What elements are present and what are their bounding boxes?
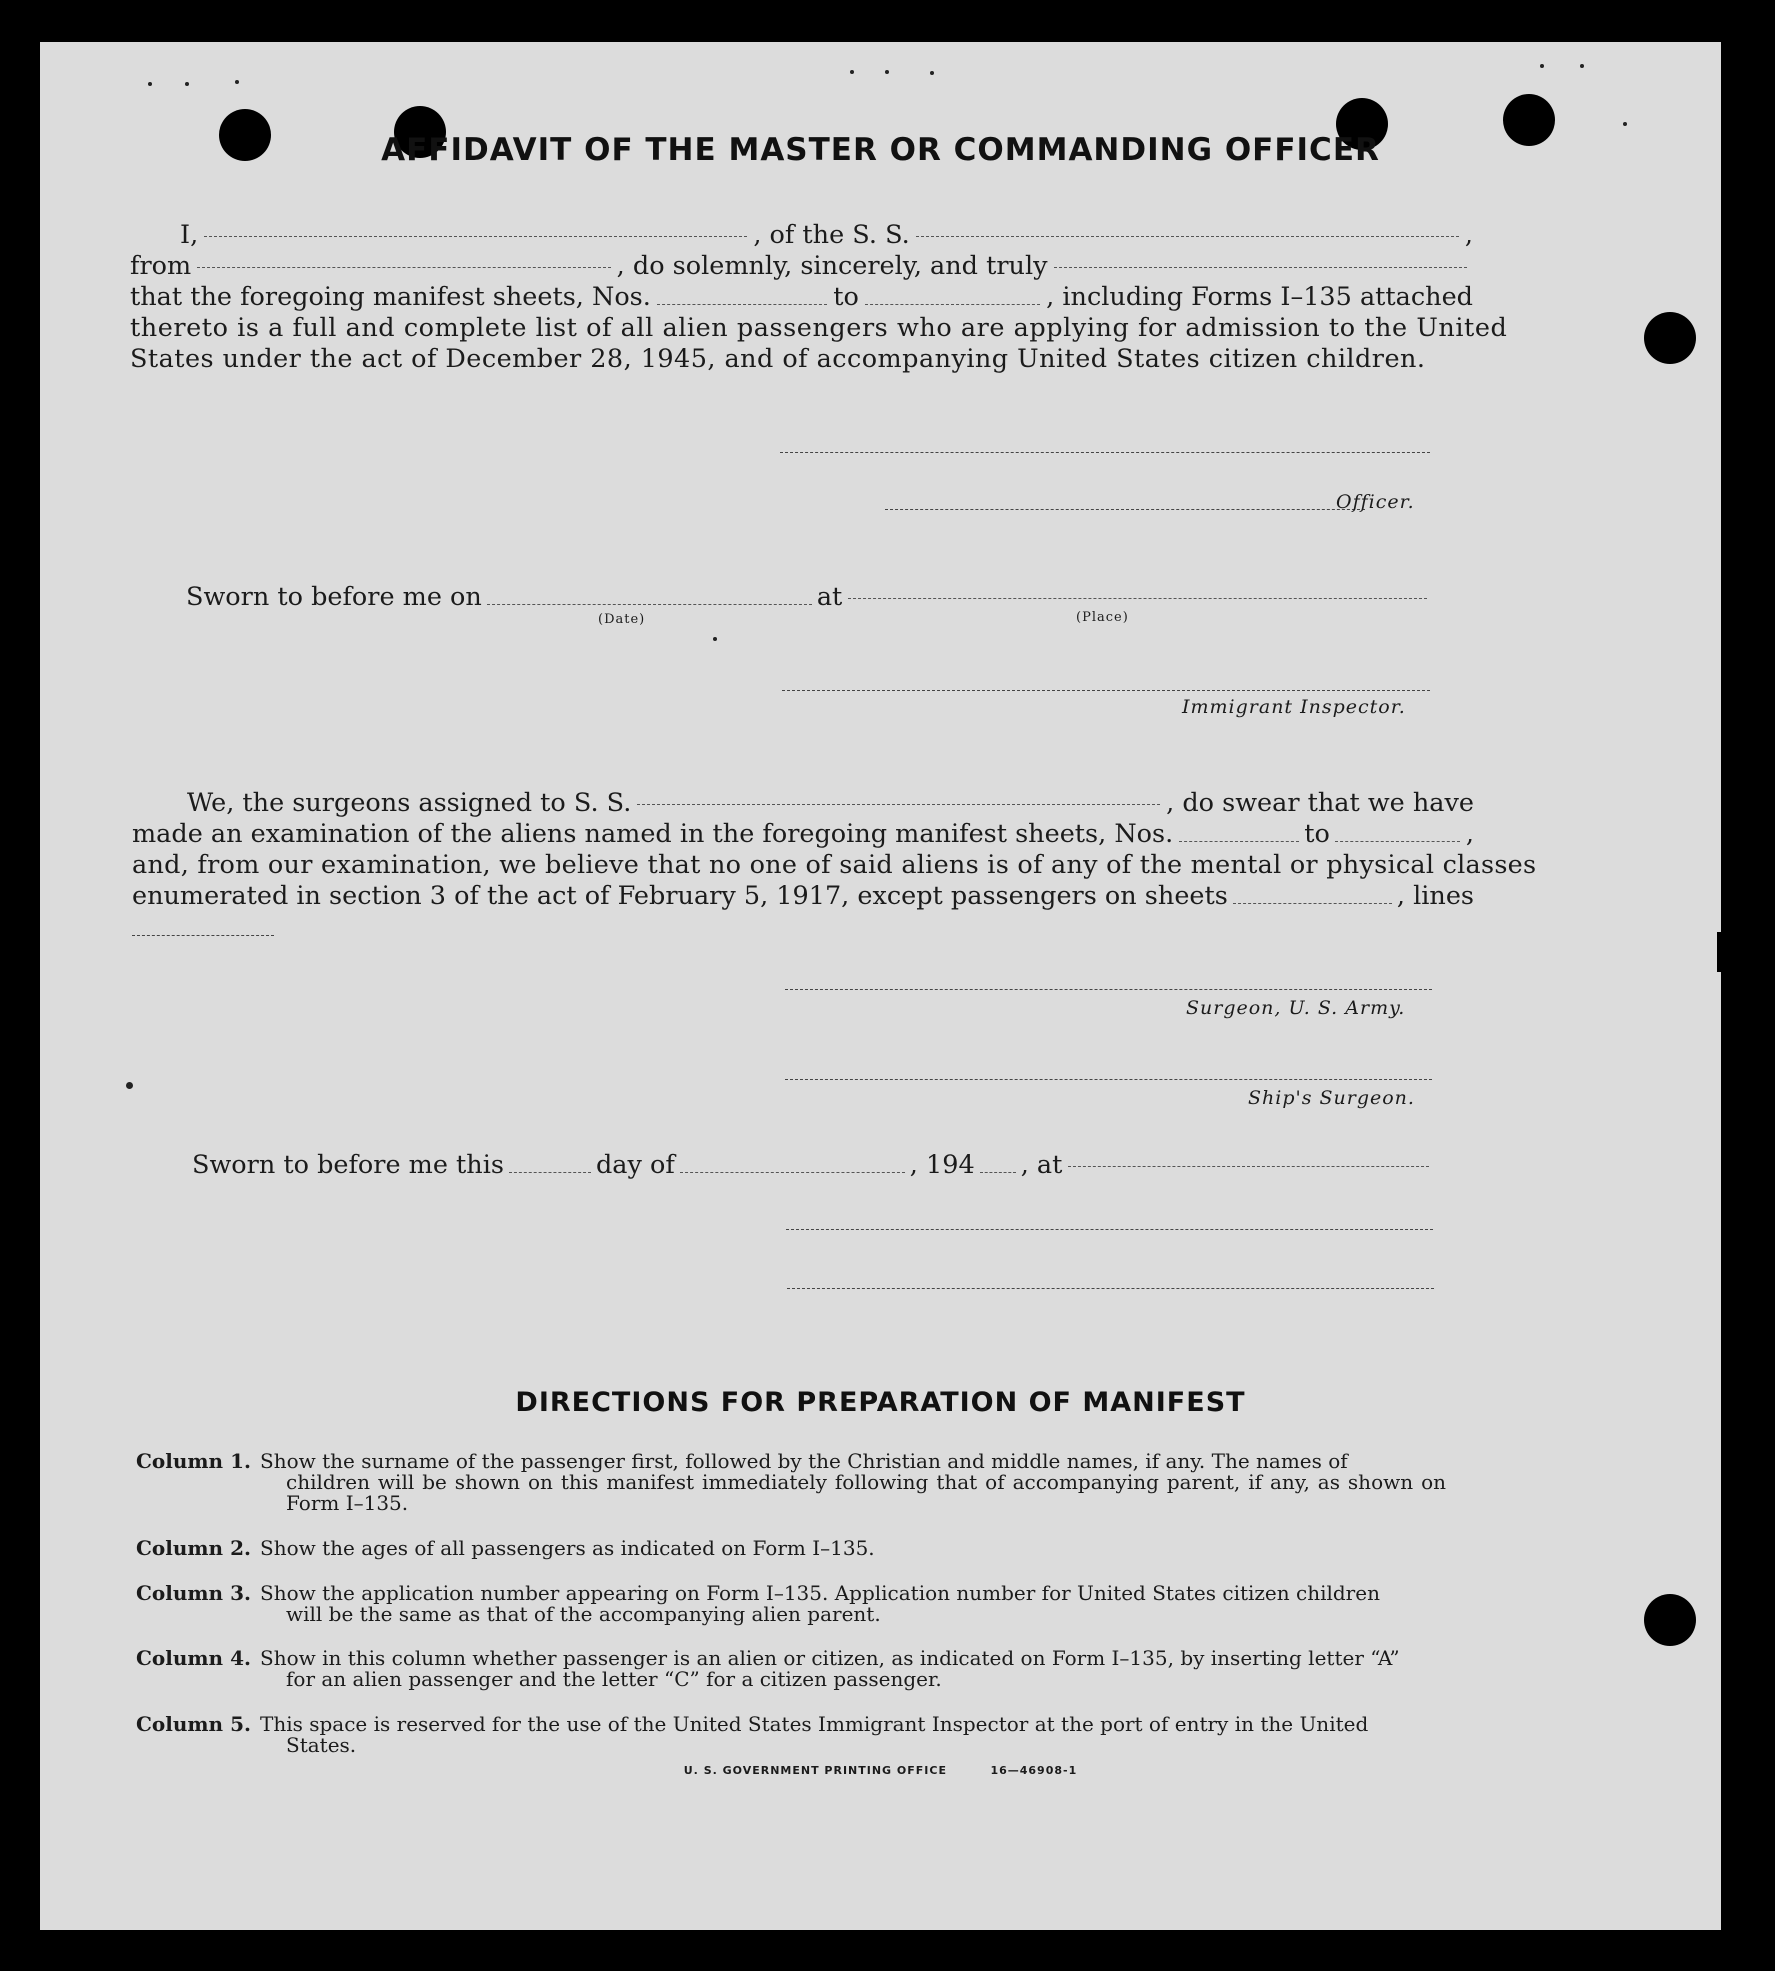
officer-signature-line-2[interactable] (885, 509, 1365, 510)
direction-text-cont: children will be shown on this manifest immediately following that of accompanying parent, if any, as shown on Form I–135. (286, 1470, 1446, 1515)
date-field-line[interactable] (487, 604, 812, 605)
direction-text: Show in this column whether passenger is an alien or citizen, as indicated on Form I–135, by inserting letter “A” (260, 1646, 1400, 1670)
surgeons-affidavit-paragraph (132, 788, 1537, 918)
direction-column-3 (136, 1583, 1446, 1625)
speck (148, 82, 152, 86)
speck (1623, 122, 1627, 126)
speck (850, 70, 854, 74)
p2-line3: and, from our examination, we believe that no one of said aliens is of any of the mental or physical classes (132, 850, 1537, 880)
p1-line1-c: , (1464, 220, 1473, 250)
p2-line2-c: , (1465, 819, 1474, 849)
direction-text-cont: for an alien passenger and the letter “C” for a citizen passenger. (286, 1667, 942, 1691)
p1-line1-b: , of the S. S. (753, 220, 910, 250)
p2-line4-b: , lines (1396, 881, 1474, 911)
direction-column-4 (136, 1648, 1446, 1690)
date-caption: (Date) (598, 612, 646, 627)
sworn-before-me-on (186, 582, 1433, 613)
ship-surgeon-signature-line[interactable] (785, 1079, 1432, 1080)
direction-column-1 (136, 1451, 1446, 1514)
p1-line5: States under the act of December 28, 1945, and of accompanying United States citizen children. (130, 344, 1426, 374)
direction-text: Show the ages of all passengers as indicated on Form I–135. (260, 1536, 875, 1560)
direction-text: Show the surname of the passenger first, followed by the Christian and middle names, if any. The names of (260, 1449, 1348, 1473)
day-field-line[interactable] (509, 1172, 591, 1173)
inspector-caption: Immigrant Inspector. (1182, 696, 1406, 718)
sworn1-a: Sworn to before me on (186, 582, 482, 612)
speck (713, 637, 717, 641)
oath-field-line[interactable] (1054, 267, 1467, 268)
place-caption: (Place) (1076, 610, 1129, 625)
inspector-signature-line[interactable] (782, 690, 1430, 691)
direction-text: This space is reserved for the use of the United States Immigrant Inspector at the port of entry in the United (260, 1712, 1369, 1736)
speck (1540, 64, 1544, 68)
punch-hole (1644, 312, 1696, 364)
printer-name: U. S. GOVERNMENT PRINTING OFFICE (683, 1764, 947, 1777)
p1-line2-a: from (130, 251, 192, 281)
ship-name-field-line[interactable] (916, 236, 1459, 237)
sworn2-d: , at (1020, 1150, 1063, 1180)
p1-line3-c: , including Forms I–135 attached (1046, 282, 1473, 312)
speck (885, 70, 889, 74)
direction-label: Column 5. (136, 1712, 251, 1736)
exam-sheets-to-field-line[interactable] (1335, 841, 1460, 842)
place-field-line[interactable] (848, 598, 1427, 599)
directions-title: DIRECTIONS FOR PREPARATION OF MANIFEST (515, 1387, 1246, 1418)
sworn1-b: at (816, 582, 843, 612)
exam-sheets-from-field-line[interactable] (1179, 841, 1299, 842)
from-port-field-line[interactable] (197, 267, 610, 268)
speck (1580, 64, 1584, 68)
speck (126, 1082, 133, 1089)
speck (930, 71, 934, 75)
except-sheets-field-line[interactable] (1233, 903, 1392, 904)
p1-line3-b: to (833, 282, 859, 312)
direction-label: Column 3. (136, 1581, 251, 1605)
direction-text-cont: States. (286, 1733, 357, 1757)
form-code: 16—46908-1 (990, 1764, 1078, 1777)
inspector-signature-line-2[interactable] (786, 1229, 1433, 1230)
punch-hole (1644, 1594, 1696, 1646)
direction-column-2 (136, 1538, 1446, 1559)
sworn-before-me-this (192, 1150, 1435, 1181)
lines-field-line[interactable] (132, 935, 274, 936)
p2-line1-b: , do swear that we have (1166, 788, 1474, 818)
name-field-line[interactable] (204, 236, 747, 237)
master-affidavit-paragraph (130, 220, 1508, 380)
speck (235, 80, 239, 84)
month-field-line[interactable] (680, 1172, 905, 1173)
sheets-from-field-line[interactable] (657, 304, 827, 305)
form-sheet (40, 42, 1721, 1930)
army-surgeon-caption: Surgeon, U. S. Army. (1186, 997, 1406, 1019)
speck (185, 82, 189, 86)
direction-label: Column 4. (136, 1646, 251, 1670)
army-surgeon-signature-line[interactable] (785, 989, 1432, 990)
p1-line1-a: I, (180, 220, 199, 250)
p2-line1-a: We, the surgeons assigned to S. S. (187, 788, 632, 818)
sworn2-b: day of (595, 1150, 675, 1180)
ship-surgeon-caption: Ship's Surgeon. (1248, 1087, 1415, 1109)
direction-column-5 (136, 1714, 1446, 1756)
direction-label: Column 2. (136, 1536, 251, 1560)
p1-line4: thereto is a full and complete list of all alien passengers who are applying for admission to the United (130, 313, 1508, 343)
direction-text-cont: will be the same as that of the accompanying alien parent. (286, 1602, 881, 1626)
sheets-to-field-line[interactable] (865, 304, 1040, 305)
printer-footer (40, 1764, 1721, 1777)
p2-line2-b: to (1304, 819, 1330, 849)
officer-caption: Officer. (1336, 491, 1415, 513)
p2-line2-a: made an examination of the aliens named in the foregoing manifest sheets, Nos. (132, 819, 1174, 849)
p1-line3-a: that the foregoing manifest sheets, Nos. (130, 282, 651, 312)
sworn2-a: Sworn to before me this (192, 1150, 504, 1180)
sworn2-c: , 194 (909, 1150, 975, 1180)
direction-text: Show the application number appearing on Form I–135. Application number for United States citizen children (260, 1581, 1380, 1605)
year-field-line[interactable] (980, 1172, 1016, 1173)
p1-line2-b: , do solemnly, sincerely, and truly (616, 251, 1048, 281)
p2-line4-a: enumerated in section 3 of the act of February 5, 1917, except passengers on sheets (132, 881, 1228, 911)
surgeon-ship-field-line[interactable] (637, 804, 1160, 805)
edge-nick (1717, 932, 1723, 972)
affidavit-title: AFFIDAVIT OF THE MASTER OR COMMANDING OFFICER (381, 132, 1380, 168)
direction-label: Column 1. (136, 1449, 251, 1473)
officer-signature-line-1[interactable] (780, 452, 1430, 453)
sworn-place-field-line[interactable] (1068, 1166, 1429, 1167)
inspector-signature-line-3[interactable] (787, 1288, 1434, 1289)
